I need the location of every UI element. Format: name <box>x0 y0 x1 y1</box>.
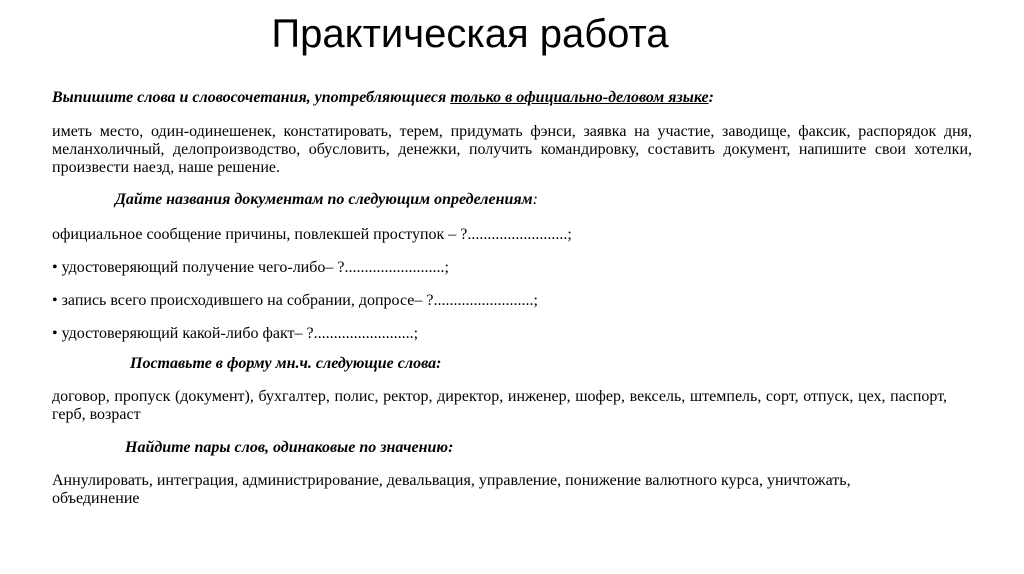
task2-item-1: официальное сообщение причины, повлекшей проступок – ?.........................; <box>52 226 572 243</box>
task4-word-list: Аннулировать, интеграция, администрирование, девальвация, управление, понижение валютного курса, уничтожать, объединение <box>52 472 851 507</box>
page-title: Практическая работа <box>271 12 669 56</box>
task3-heading: Поставьте в форму мн.ч. следующие слова: <box>130 355 442 372</box>
task2-heading-end: : <box>532 191 538 208</box>
task2-heading-text: Дайте названия документам по следующим определениям <box>115 191 533 208</box>
task1-heading-underlined: только в официально-деловом языке <box>450 89 709 106</box>
task1-word-list: иметь место, один-одинешенек, констатировать, терем, придумать фэнси, заявка на участие, заводище, факсик, распорядок дня, меланхоличный, делопроизводство, обусловить, денежки, получить командировку, составить документ, напишите свои хотелки, произвести наезд, наше решение. <box>52 123 972 176</box>
task1-heading <box>52 88 952 108</box>
task2-item-3: • запись всего происходившего на собрании, допросе– ?.........................; <box>52 292 538 309</box>
task2-item-2: • удостоверяющий получение чего-либо– ?.........................; <box>52 259 449 276</box>
task1-heading-lead: Выпишите слова и словосочетания, употребляющиеся <box>52 89 451 106</box>
task2-heading <box>115 190 815 210</box>
task1-heading-end: : <box>708 89 714 106</box>
task4-heading: Найдите пары слов, одинаковые по значению: <box>125 439 454 456</box>
task2-item-4: • удостоверяющий какой-либо факт– ?.........................; <box>52 325 419 342</box>
task3-word-list: договор, пропуск (документ), бухгалтер, полис, ректор, директор, инженер, шофер, вексель, штемпель, сорт, отпуск, цех, паспорт, герб, возраст <box>52 388 947 423</box>
